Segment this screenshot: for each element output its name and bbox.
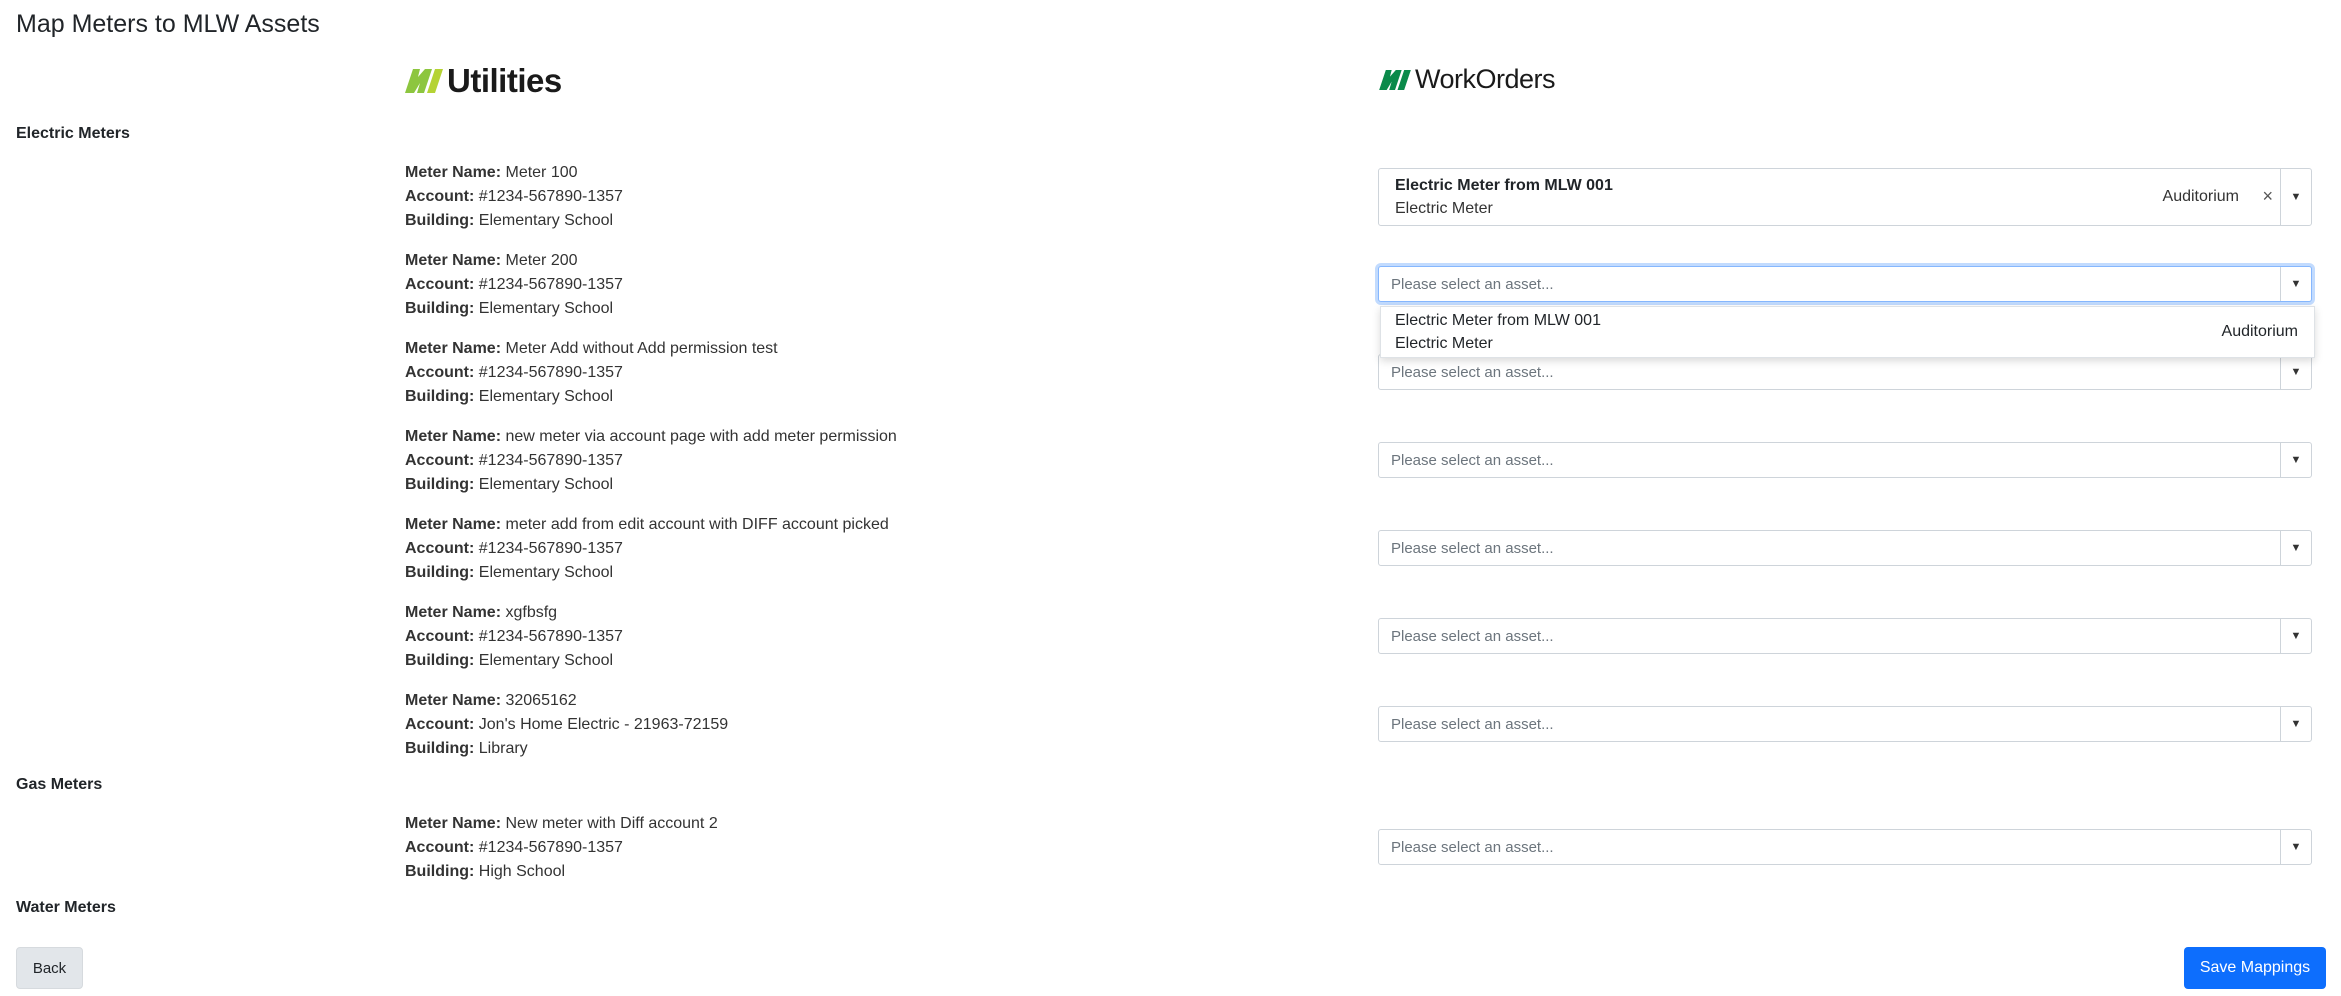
selected-asset-name: Electric Meter from MLW 001 — [1395, 177, 1613, 194]
meter-name: Meter 200 — [505, 252, 578, 269]
meter-account: Jon's Home Electric - 21963-72159 — [478, 716, 729, 733]
meter-name-label: Meter Name: — [405, 164, 502, 181]
option-asset-location: Auditorium — [2221, 323, 2298, 340]
meter-building: Elementary School — [478, 476, 614, 493]
meter-building: Library — [478, 740, 528, 757]
chevron-down-icon[interactable]: ▼ — [2280, 355, 2311, 389]
back-button[interactable]: Back — [16, 947, 83, 989]
chevron-down-icon[interactable]: ▼ — [2280, 531, 2311, 565]
asset-select-placeholder: Please select an asset... — [1391, 716, 1554, 733]
meter-account: #1234-567890-1357 — [478, 452, 623, 469]
meter-account: #1234-567890-1357 — [478, 188, 623, 205]
meter-info — [405, 812, 718, 884]
meter-info — [405, 425, 897, 497]
meter-info — [405, 249, 623, 321]
meter-building: Elementary School — [478, 212, 614, 229]
building-label: Building: — [405, 300, 475, 317]
meter-account: #1234-567890-1357 — [478, 628, 623, 645]
meter-name: meter add from edit account with DIFF account picked — [505, 516, 889, 533]
building-label: Building: — [405, 652, 475, 669]
workorders-logo-mark-icon — [1379, 70, 1411, 90]
clear-selection-icon[interactable]: × — [2262, 186, 2273, 206]
account-label: Account: — [405, 452, 475, 469]
asset-select[interactable] — [1378, 530, 2312, 566]
meter-name-label: Meter Name: — [405, 815, 502, 832]
utilities-logo-mark-icon — [405, 69, 443, 93]
section-gas-meters: Gas Meters — [16, 776, 103, 793]
meter-info — [405, 513, 889, 585]
asset-select-meter-100[interactable] — [1378, 168, 2312, 226]
chevron-down-icon[interactable]: ▼ — [2280, 707, 2311, 741]
chevron-down-icon[interactable]: ▼ — [2280, 169, 2311, 225]
save-mappings-button[interactable]: Save Mappings — [2184, 947, 2326, 989]
meter-name: xgfbsfg — [505, 604, 558, 621]
meter-name: new meter via account page with add meter permission — [505, 428, 897, 445]
asset-select[interactable] — [1378, 706, 2312, 742]
meter-name: New meter with Diff account 2 — [505, 815, 718, 832]
workorders-logo-text: WorkOrders — [1415, 64, 1556, 94]
asset-select-placeholder: Please select an asset... — [1391, 628, 1554, 645]
chevron-down-icon[interactable]: ▼ — [2280, 267, 2311, 301]
account-label: Account: — [405, 276, 475, 293]
meter-info — [405, 601, 623, 673]
asset-select-placeholder: Please select an asset... — [1391, 452, 1554, 469]
meter-building: Elementary School — [478, 300, 614, 317]
account-label: Account: — [405, 628, 475, 645]
meter-name-label: Meter Name: — [405, 340, 502, 357]
building-label: Building: — [405, 863, 475, 880]
asset-select-meter-200[interactable] — [1378, 266, 2312, 302]
meter-account: #1234-567890-1357 — [478, 276, 623, 293]
meter-account: #1234-567890-1357 — [478, 364, 623, 381]
option-asset-type: Electric Meter — [1395, 335, 1493, 352]
meter-building: High School — [478, 863, 566, 880]
chevron-down-icon[interactable]: ▼ — [2280, 830, 2311, 864]
option-asset-name: Electric Meter from MLW 001 — [1395, 312, 1601, 329]
meter-info — [405, 161, 623, 233]
section-water-meters: Water Meters — [16, 899, 116, 916]
meter-building: Elementary School — [478, 564, 614, 581]
meter-building: Elementary School — [478, 652, 614, 669]
meter-info — [405, 337, 778, 409]
asset-select[interactable] — [1378, 354, 2312, 390]
selected-asset-location: Auditorium — [2162, 188, 2239, 205]
asset-select[interactable] — [1378, 442, 2312, 478]
meter-info — [405, 689, 728, 761]
selected-asset-type: Electric Meter — [1395, 200, 1493, 217]
meter-name-label: Meter Name: — [405, 692, 502, 709]
chevron-down-icon[interactable]: ▼ — [2280, 619, 2311, 653]
section-electric-meters: Electric Meters — [16, 125, 130, 142]
asset-select[interactable] — [1378, 618, 2312, 654]
meter-name-label: Meter Name: — [405, 252, 502, 269]
building-label: Building: — [405, 476, 475, 493]
asset-select-placeholder: Please select an asset... — [1391, 364, 1554, 381]
utilities-logo — [405, 62, 562, 100]
utilities-logo-text: Utilities — [447, 62, 562, 99]
asset-select-placeholder: Please select an asset... — [1391, 839, 1554, 856]
page-title: Map Meters to MLW Assets — [16, 10, 320, 38]
building-label: Building: — [405, 388, 475, 405]
meter-account: #1234-567890-1357 — [478, 540, 623, 557]
account-label: Account: — [405, 716, 475, 733]
meter-name: Meter Add without Add permission test — [505, 340, 778, 357]
meter-name-label: Meter Name: — [405, 516, 502, 533]
meter-building: Elementary School — [478, 388, 614, 405]
asset-select-placeholder: Please select an asset... — [1391, 540, 1554, 557]
meter-account: #1234-567890-1357 — [478, 839, 623, 856]
asset-dropdown-option[interactable] — [1380, 306, 2315, 358]
meter-name-label: Meter Name: — [405, 428, 502, 445]
account-label: Account: — [405, 364, 475, 381]
account-label: Account: — [405, 540, 475, 557]
building-label: Building: — [405, 564, 475, 581]
account-label: Account: — [405, 188, 475, 205]
asset-select[interactable] — [1378, 829, 2312, 865]
building-label: Building: — [405, 740, 475, 757]
building-label: Building: — [405, 212, 475, 229]
meter-name-label: Meter Name: — [405, 604, 502, 621]
asset-select-placeholder: Please select an asset... — [1391, 276, 1554, 293]
meter-name: 32065162 — [505, 692, 577, 709]
workorders-logo — [1379, 64, 1555, 95]
chevron-down-icon[interactable]: ▼ — [2280, 443, 2311, 477]
account-label: Account: — [405, 839, 475, 856]
meter-name: Meter 100 — [505, 164, 578, 181]
